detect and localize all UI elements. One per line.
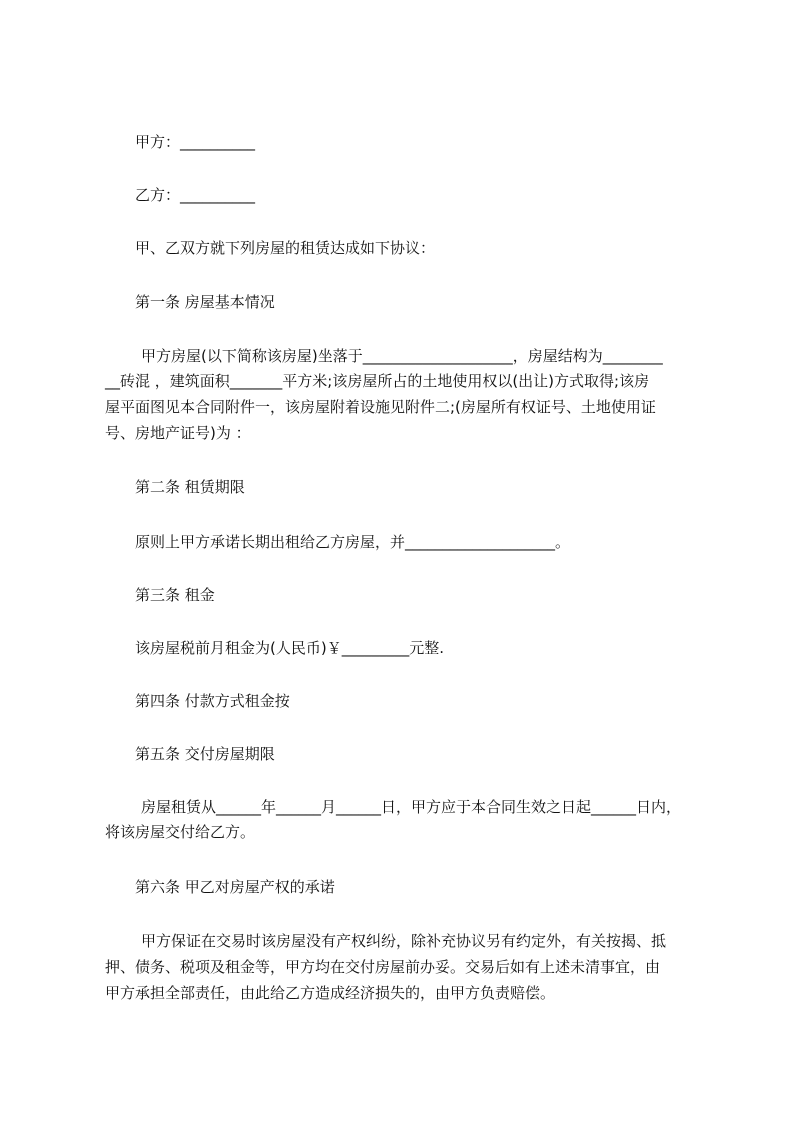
article-3-title: 第三条 租金 [135,586,215,604]
article-1-title: 第一条 房屋基本情况 [135,293,275,311]
party-a-line: 甲方：__________ [135,133,256,151]
agreement-intro: 甲、乙双方就下列房屋的租赁达成如下协议： [135,239,436,257]
party-b-line: 乙方：__________ [135,186,256,204]
article-1-line-4: 号、房地产证号)为 ： [105,424,251,442]
article-5-line-2: 将该房屋交付给乙方。 [105,823,256,841]
article-2-title: 第二条 租赁期限 [135,478,245,496]
article-2-text: 原则上甲方承诺长期出租给乙方房屋，并____________________。 [135,533,571,551]
article-6-title: 第六条 甲乙对房屋产权的承诺 [135,878,335,896]
article-4-title: 第四条 付款方式租金按 [135,692,290,710]
article-5-line-1: 房屋租赁从______年______月______日，甲方应于本合同生效之日起______日内， [141,798,682,816]
article-3-text: 该房屋税前月租金为(人民币)￥_________元整. [135,639,444,657]
article-1-line-3: 屋平面图见本合同附件一，该房屋附着设施见附件二;(房屋所有权证号、土地使用证 [105,398,656,416]
article-6-line-2: 押、债务、税项及租金等，甲方均在交付房屋前办妥。交易后如有上述未清事宜，由 [105,958,661,976]
article-1-line-2: __砖混 ，建筑面积_______平方米;该房屋所占的土地使用权以(出让)方式取得;该房 [105,372,650,390]
article-6-line-1: 甲方保证在交易时该房屋没有产权纠纷，除补充协议另有约定外，有关按揭、抵 [141,932,667,950]
article-5-title: 第五条 交付房屋期限 [135,745,275,763]
article-6-line-3: 甲方承担全部责任，由此给乙方造成经济损失的，由甲方负责赔偿。 [105,984,556,1002]
article-1-line-1: 甲方房屋(以下简称该房屋)坐落于____________________，房屋结构为________ [141,347,663,365]
